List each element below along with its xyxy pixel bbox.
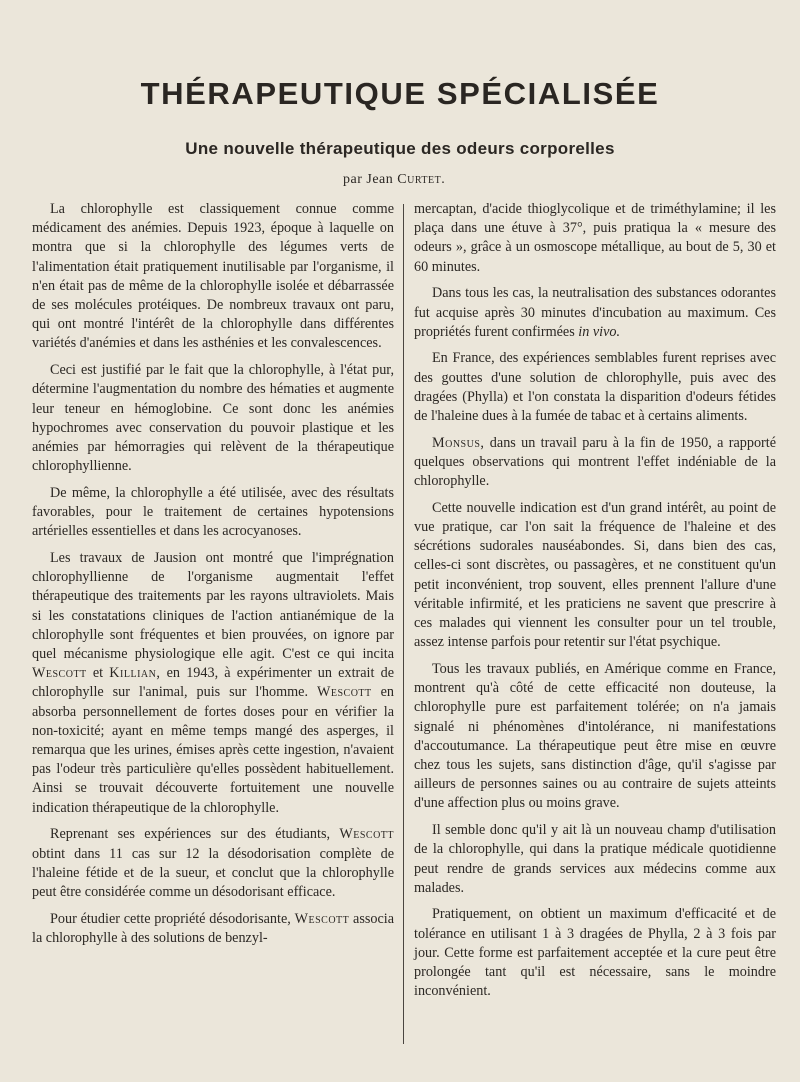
text-run: Dans tous les cas, la neutralisation des substances odorantes fut acquise après 30 minutes d'incubation au maximum. Ces propriétés furent confirmées xyxy=(414,285,776,340)
right-column xyxy=(414,200,776,1009)
article-subtitle: Une nouvelle thérapeutique des odeurs corporelles xyxy=(185,139,615,158)
paragraph: Pratiquement, on obtient un maximum d'efficacité et de tolérance en utilisant 1 à 3 dragées de Phylla, 2 à 3 fois par jour. Cette forme est parfaitement acceptée et la cure peut être prolongée tant qu'il est nécessaire, sans le moindre inconvénient. xyxy=(414,906,776,1000)
author-reference: Wescott xyxy=(32,665,87,682)
text-run: Pour étudier cette propriété désodorisante, xyxy=(50,910,291,927)
author-reference: Wescott xyxy=(294,910,350,927)
paragraph: Cette nouvelle indication est d'un grand intérêt, au point de vue pratique, car l'on sait la fréquence de l'haleine et des sécrétions sudorales nauséabondes. Si, dans bien des cas, celles-ci sont discrètes, ou passagères, et ne constituent qu'un petit inconvénient, trop souvent, elles prennent l'allure d'une véritable infirmité, et les praticiens ne savent que prescrire à ces malades qui viennent les consulter pour un tel trouble, assez intense parfois pour retentir sur l'état psychique. xyxy=(414,499,776,651)
text-run: en absorba personnellement de fortes doses pour en vérifier la non-toxicité; ayant en même temps mangé des asperges, il remarqua que les urines, émises après cette ingestion, n'avaient pas l'odeur très particulière qu'elles possèdent habituellement. Ainsi se trouvait découverte fortuitement une nouvelle indication thérapeutique de la chlorophylle. xyxy=(32,684,395,816)
paragraph: En France, des expériences semblables furent reprises avec des gouttes d'une solution de chlorophylle, puis avec des dragées (Phylla) et l'on constata la disparition d'odeurs fétides de l'haleine dues à la fumée de tabac et à certains aliments. xyxy=(414,350,776,425)
left-column xyxy=(32,200,394,956)
text-run: en 1943, à expérimenter un extrait de chlorophylle sur l'animal, puis sur l'homme. xyxy=(32,665,394,701)
author-name: Curtet. xyxy=(397,172,446,187)
byline xyxy=(343,172,445,188)
paragraph: Tous les travaux publiés, en Amérique comme en France, montrent qu'à côté de cette efficacité non douteuse, la chlorophylle pure est parfaitement tolérée; on n'a jamais signalé ni phénomènes d'intolérance, ni manifestations d'accoutumance. La thérapeutique peut être mise en œuvre chez tous les sujets, sans distinction d'âge, qu'il s'agisse par ailleurs de personnes saines ou au contraire de sujets atteints d'une affection plus ou moins grave. xyxy=(414,660,776,812)
paragraph xyxy=(32,825,394,902)
byline-prefix: par Jean xyxy=(343,172,394,187)
column-divider xyxy=(403,204,404,1044)
text-run: associa la chlorophylle à des solutions de benzyl- xyxy=(32,910,395,946)
text-run: et xyxy=(92,665,104,682)
author-reference: Monsus, xyxy=(432,434,485,451)
paragraph xyxy=(32,549,394,818)
paragraph: La chlorophylle est classiquement connue comme médicament des anémies. Depuis 1923, époque à laquelle on montra que si la chlorophylle des légumes verts de l'alimentation était pratiquement inutilisable par l'organisme, il n'en était pas de même de la chlorophylle isolée et débarrassée de ses molécules protéiques. De nombreux travaux ont paru, qui ont montré l'intérêt de la chlorophylle dans différentes variétés d'anémies et dans les asthénies et les convalescences. xyxy=(32,201,394,352)
text-run: obtint dans 11 cas sur 12 la désodorisation complète de l'haleine fétide et de la sueur, et conclut que la chlorophylle peut être considérée comme un désodorisant efficace. xyxy=(32,845,394,900)
paragraph xyxy=(414,284,776,342)
paragraph: Ceci est justifié par le fait que la chlorophylle, à l'état pur, détermine l'augmentation du nombre des hématies et augmente leur teneur en hémoglobine. Ce sont donc les anémies hypochromes avec conservation du pouvoir plastique et les anémies par hémorragies qui relèvent de la thérapeutique chlorophyllienne. xyxy=(32,362,394,475)
paragraph: Il semble donc qu'il y ait là un nouveau champ d'utilisation de la chlorophylle, qui dans la pratique médicale quotidienne peut rendre de grands services aux médecins comme aux malades. xyxy=(414,822,776,896)
text-run: dans un travail paru à la fin de 1950, a rapporté quelques observations qui montrent l'effet indéniable de la chlorophylle. xyxy=(414,434,777,490)
page-title: THÉRAPEUTIQUE SPÉCIALISÉE xyxy=(140,76,660,111)
paragraph xyxy=(32,910,394,948)
author-reference: Wescott xyxy=(316,684,372,701)
italic-term: in vivo. xyxy=(578,323,621,340)
author-reference: Wescott xyxy=(339,826,395,843)
text-run: Les travaux de Jausion ont montré que l'imprégnation chlorophyllienne de l'organisme augmentait l'effet thérapeutique des traitements par les rayons ultraviolets. Mais si les constatations cliniques de l'action antianémique de la chlorophylle sont fréquentes et bien prouvées, on ignore par quel mécanisme physiologique elle agit. C'est ce qui incita xyxy=(32,549,394,662)
paragraph xyxy=(414,434,776,492)
paragraph: mercaptan, d'acide thioglycolique et de triméthylamine; il les plaça dans une étuve à 37°, puis pratiqua la « mesure des odeurs », grâce à un osmoscope métallique, au bout de 5, 30 et 60 minutes. xyxy=(414,201,776,275)
author-reference: Killian, xyxy=(109,665,161,682)
paragraph: De même, la chlorophylle a été utilisée, avec des résultats favorables, pour le traitement de certaines hypotensions artérielles essentielles et dans les acrocyanoses. xyxy=(32,484,394,540)
text-run: Reprenant ses expériences sur des étudiants, xyxy=(50,826,331,843)
